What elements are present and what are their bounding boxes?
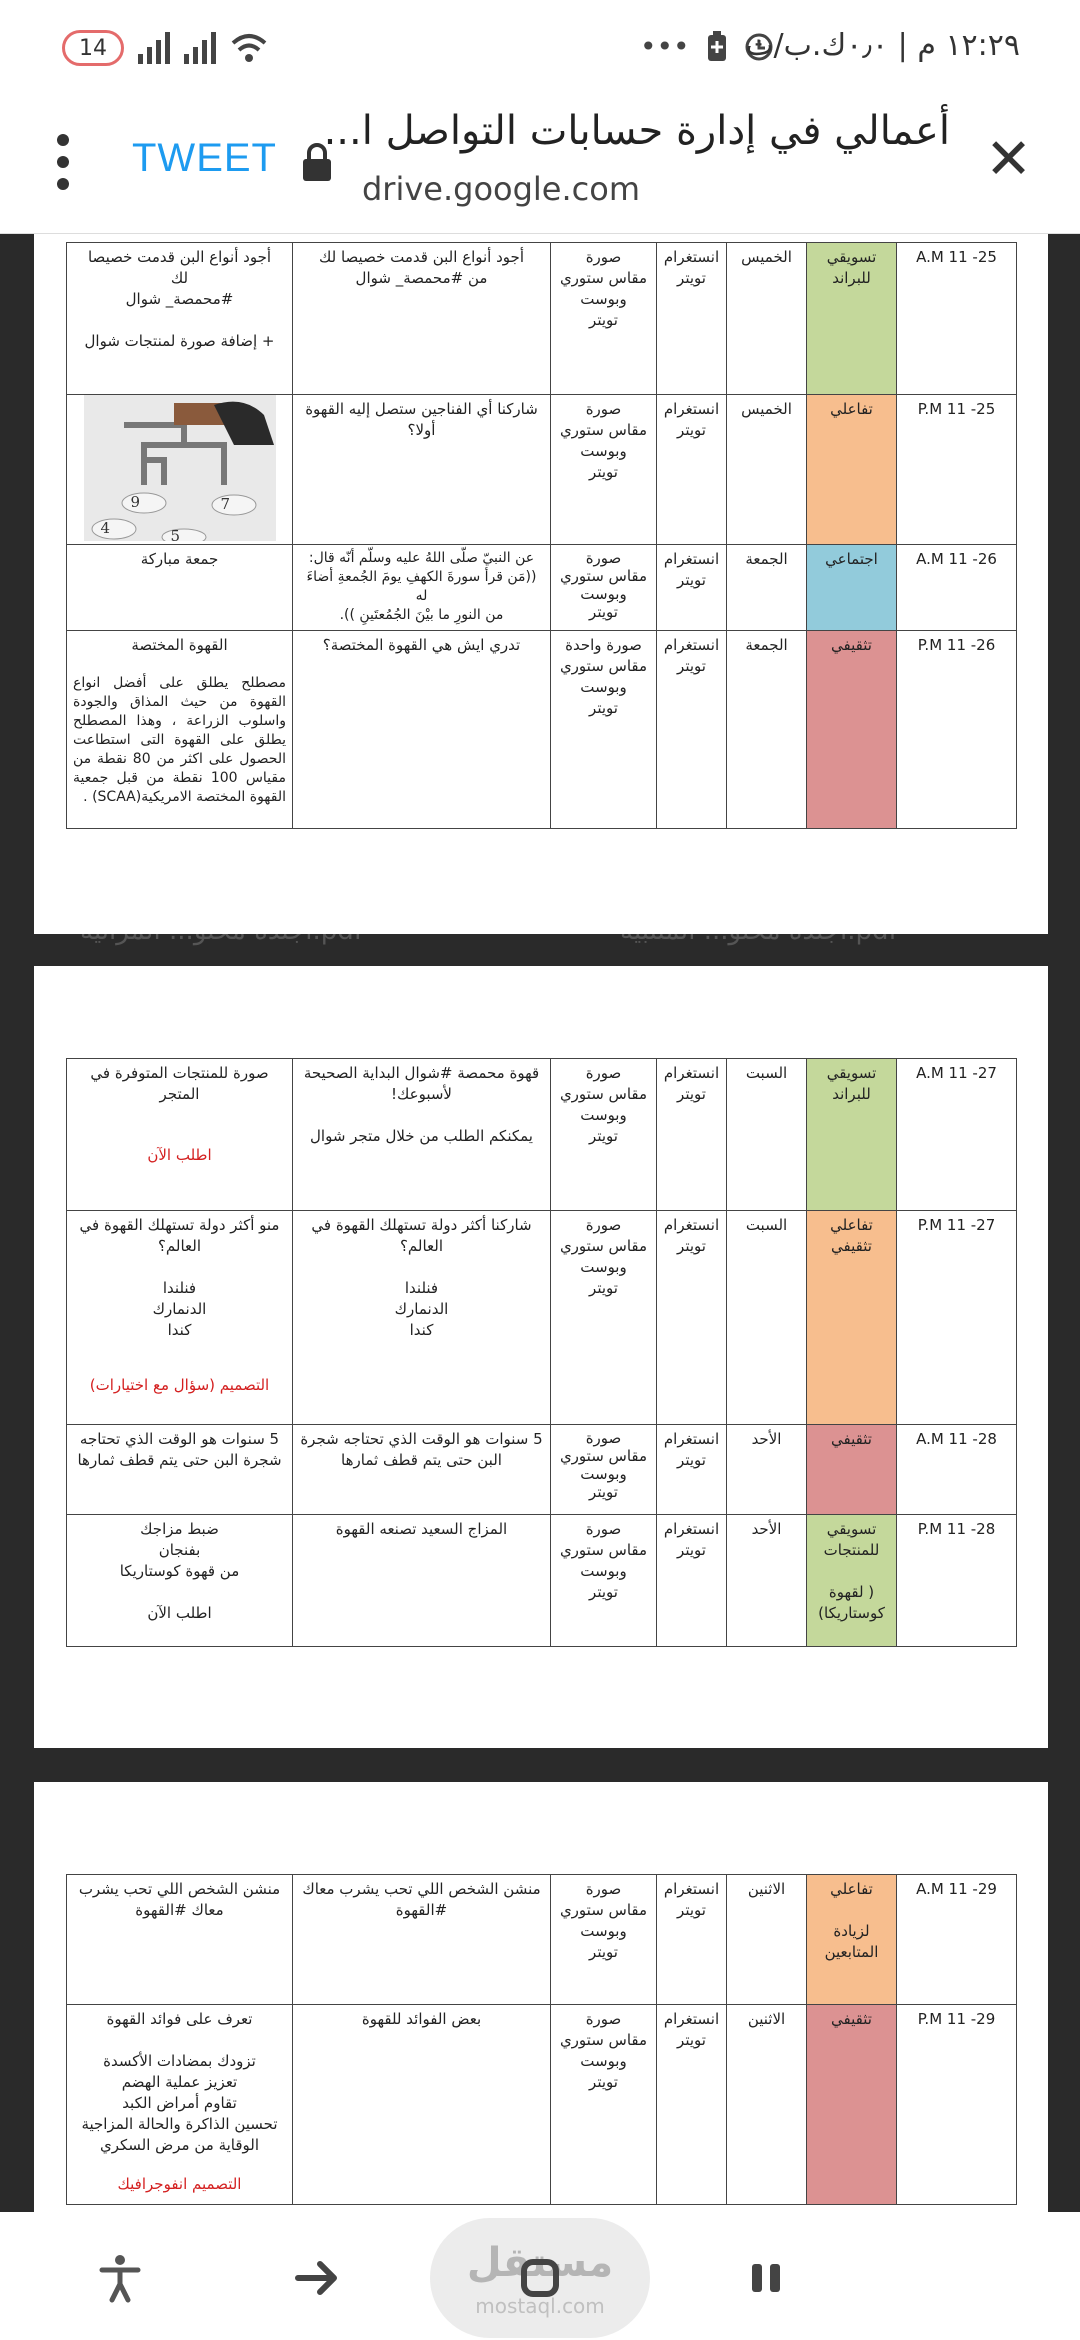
watermark-subtext: mostaql.com bbox=[475, 2294, 605, 2318]
day-cell: الأحد bbox=[727, 1515, 807, 1647]
text-cell: المزاج السعيد تصنعه القهوة bbox=[293, 1515, 551, 1647]
more-icon: ••• bbox=[640, 30, 690, 63]
image-label: 5 bbox=[169, 527, 180, 541]
back-arrow-icon[interactable] bbox=[290, 2250, 346, 2306]
wifi-icon bbox=[230, 33, 268, 63]
date-cell: A.M 11 -29 bbox=[897, 1875, 1017, 2005]
format-cell: صورة مقاس ستوري وبوست تويتر bbox=[551, 1515, 657, 1647]
platform-cell: انستغرام تويتر bbox=[657, 545, 727, 631]
day-cell: الخميس bbox=[727, 395, 807, 545]
format-cell: صورة مقاس ستوري وبوست تويتر bbox=[551, 1425, 657, 1515]
day-cell: الاثنين bbox=[727, 2005, 807, 2205]
pdf-page-1 bbox=[34, 234, 1048, 934]
schedule-table-3 bbox=[66, 1874, 1017, 2205]
day-cell: الخميس bbox=[727, 243, 807, 395]
format-cell: صورة مقاس ستوري وبوست تويتر bbox=[551, 2005, 657, 2205]
platform-cell: انستغرام تويتر bbox=[657, 1875, 727, 2005]
table-row bbox=[67, 243, 1017, 395]
custom-tab-toolbar bbox=[0, 96, 1080, 234]
day-cell: السبت bbox=[727, 1059, 807, 1211]
pdf-page-3 bbox=[34, 1782, 1048, 2212]
schedule-table-1 bbox=[66, 242, 1017, 829]
design-note: التصميم (سؤال مع اختيارات) bbox=[89, 1376, 270, 1394]
coffee-pipes-image bbox=[84, 395, 276, 541]
platform-cell: انستغرام تويتر bbox=[657, 631, 727, 829]
navigation-bar bbox=[0, 2212, 1080, 2340]
type-cell: اجتماعي bbox=[807, 545, 897, 631]
date-cell: A.M 11 -25 bbox=[897, 243, 1017, 395]
design-note: اطلب الآن bbox=[147, 1146, 212, 1164]
status-left bbox=[62, 30, 268, 66]
date-cell: P.M 11 -27 bbox=[897, 1211, 1017, 1425]
date-cell: P.M 11 -28 bbox=[897, 1515, 1017, 1647]
design-cell bbox=[67, 1059, 293, 1211]
day-cell: الجمعة bbox=[727, 631, 807, 829]
design-text: تعرف على فوائد القهوة تزودك بمضادات الأكسدة تعزيز عملية الهضم تقاوم أمراض الكبد تحسين الذاكرة والحالة المزاجية الوقاية من مرض السكري bbox=[81, 2010, 278, 2154]
pdf-page-2 bbox=[34, 966, 1048, 1748]
day-cell: الأحد bbox=[727, 1425, 807, 1515]
design-title: القهوة المختصة bbox=[131, 636, 228, 654]
format-cell: صورة واحدة مقاس ستوري وبوست تويتر bbox=[551, 631, 657, 829]
design-cell bbox=[67, 2005, 293, 2205]
date-cell: A.M 11 -27 bbox=[897, 1059, 1017, 1211]
image-label: 9 bbox=[129, 493, 140, 511]
type-cell: تسويقي للبراند bbox=[807, 1059, 897, 1211]
table-row bbox=[67, 395, 1017, 545]
watermark-text: مستقل bbox=[466, 2240, 614, 2286]
design-cell: 5 سنوات هو الوقت الذي تحتاجه شجرة البن حتى يتم قطف ثمارها bbox=[67, 1425, 293, 1515]
page-url: drive.google.com bbox=[361, 170, 640, 208]
day-cell: السبت bbox=[727, 1211, 807, 1425]
platform-cell: انستغرام تويتر bbox=[657, 243, 727, 395]
signal-icon bbox=[138, 32, 170, 64]
document-title: أعمالي في إدارة حسابات التواصل ا... bbox=[323, 108, 950, 154]
text-cell: منشن الشخص اللي تحب يشرب معاك #القهوة bbox=[293, 1875, 551, 2005]
type-cell: تسويقي للبراند bbox=[807, 243, 897, 395]
design-text: منو أكثر دولة تستهلك القهوة في العالم؟ فنلندا الدنمارك كندا bbox=[79, 1216, 280, 1339]
table-row bbox=[67, 1211, 1017, 1425]
design-body: مصطلح يطلق على أفضل انواع القهوة من حيث المذاق والجودة واسلوب الزراعة ، وهذا المصطلح يطلق على القهوة التى استطاعت الحصول على اكثر من 80 نقطة من مقياس 100 نقطة من قبل جمعية القهوة المختصة الامريكية(SCAA) . bbox=[73, 675, 287, 805]
table-row bbox=[67, 1875, 1017, 2005]
image-label: 4 bbox=[99, 519, 110, 537]
format-cell: صورة مقاس ستوري وبوست تويتر bbox=[551, 243, 657, 395]
home-icon[interactable] bbox=[512, 2250, 568, 2306]
design-cell: أجود أنواع البن قدمت خصيصا لك #محمصة_ شوال + إضافة صورة لمنتجات شوال bbox=[67, 243, 293, 395]
date-cell: P.M 11 -25 bbox=[897, 395, 1017, 545]
platform-cell: انستغرام تويتر bbox=[657, 1211, 727, 1425]
text-cell: شاركنا أكثر دولة تستهلك القهوة في العالم؟ فنلندا الدنمارك كندا bbox=[293, 1211, 551, 1425]
day-cell: الاثنين bbox=[727, 1875, 807, 2005]
table-row bbox=[67, 1515, 1017, 1647]
format-cell: صورة مقاس ستوري وبوست تويتر bbox=[551, 1875, 657, 2005]
platform-cell: انستغرام تويتر bbox=[657, 395, 727, 545]
battery-level: 14 bbox=[79, 35, 107, 61]
platform-cell: انستغرام تويتر bbox=[657, 1515, 727, 1647]
platform-cell: انستغرام تويتر bbox=[657, 1059, 727, 1211]
text-cell: بعض الفوائد للقهوة bbox=[293, 2005, 551, 2205]
type-cell: تفاعلي تثقيفي bbox=[807, 1211, 897, 1425]
design-cell: ضبط مزاجك بفنجان من قهوة كوستاريكا اطلب الآن bbox=[67, 1515, 293, 1647]
design-cell bbox=[67, 395, 293, 545]
image-label: 7 bbox=[219, 495, 230, 513]
day-cell: الجمعة bbox=[727, 545, 807, 631]
design-cell bbox=[67, 1211, 293, 1425]
battery-saver-icon bbox=[706, 31, 728, 63]
type-cell: تفاعلي لزيادة المتابعين bbox=[807, 1875, 897, 2005]
accessibility-icon[interactable] bbox=[92, 2250, 148, 2306]
schedule-table-2 bbox=[66, 1058, 1017, 1647]
design-cell: منشن الشخص اللي تحب يشرب معاك #القهوة bbox=[67, 1875, 293, 2005]
text-cell: شاركنا أي الفناجين ستصل إليه القهوة أولا؟ bbox=[293, 395, 551, 545]
type-cell: تثقيفي bbox=[807, 1425, 897, 1515]
date-cell: A.M 11 -26 bbox=[897, 545, 1017, 631]
platform-cell: انستغرام تويتر bbox=[657, 2005, 727, 2205]
type-cell: تثقيفي bbox=[807, 631, 897, 829]
date-cell: P.M 11 -29 bbox=[897, 2005, 1017, 2205]
date-cell: A.M 11 -28 bbox=[897, 1425, 1017, 1515]
status-time: ١٢:٢٩ م | ٠٫٠ك.ب/ث bbox=[745, 28, 1020, 63]
table-row bbox=[67, 1425, 1017, 1515]
text-cell: تدري ايش هي القهوة المختصة؟ bbox=[293, 631, 551, 829]
table-row bbox=[67, 545, 1017, 631]
recent-apps-icon[interactable] bbox=[738, 2250, 794, 2306]
format-cell: صورة مقاس ستوري وبوست تويتر bbox=[551, 545, 657, 631]
table-row bbox=[67, 1059, 1017, 1211]
text-cell: عن النبيّ صلّى اللهُ عليه وسلّم أنّه قال: ((مَن قرأ سورةَ الكهفِ يومَ الجُمعةِ أضاءَ له من النورِ ما بيْنَ الجُمُعتَينِ )). bbox=[293, 545, 551, 631]
design-note: التصميم انفوجرافيك bbox=[117, 2175, 242, 2193]
format-cell: صورة مقاس ستوري وبوست تويتر bbox=[551, 395, 657, 545]
close-icon[interactable]: ✕ bbox=[985, 127, 1032, 192]
type-cell: تثقيفي bbox=[807, 2005, 897, 2205]
type-cell: تفاعلي bbox=[807, 395, 897, 545]
format-cell: صورة مقاس ستوري وبوست تويتر bbox=[551, 1059, 657, 1211]
table-row bbox=[67, 2005, 1017, 2205]
design-text: صورة للمنتجات المتوفرة في المتجر bbox=[90, 1064, 269, 1103]
battery-icon bbox=[62, 30, 124, 66]
table-row bbox=[67, 631, 1017, 829]
type-cell: تسويقي للمنتجات ( لقهوة كوستاريكا) bbox=[807, 1515, 897, 1647]
date-cell: P.M 11 -26 bbox=[897, 631, 1017, 829]
text-cell: قهوة محمصة #شوال البداية الصحيحة لأسبوعك! يمكنكم الطلب من خلال متجر شوال bbox=[293, 1059, 551, 1211]
design-cell bbox=[67, 631, 293, 829]
overflow-menu-icon[interactable] bbox=[56, 134, 70, 190]
tweet-button[interactable]: TWEET bbox=[132, 136, 277, 180]
design-cell: جمعة مباركة bbox=[67, 545, 293, 631]
format-cell: صورة مقاس ستوري وبوست تويتر bbox=[551, 1211, 657, 1425]
text-cell: أجود أنواع البن قدمت خصيصا لك من #محمصة_ شوال bbox=[293, 243, 551, 395]
lock-icon bbox=[300, 142, 334, 182]
text-cell: 5 سنوات هو الوقت الذي تحتاجه شجرة البن حتى يتم قطف ثمارها bbox=[293, 1425, 551, 1515]
signal-icon-2 bbox=[184, 32, 216, 64]
platform-cell: انستغرام تويتر bbox=[657, 1425, 727, 1515]
status-bar bbox=[0, 0, 1080, 96]
